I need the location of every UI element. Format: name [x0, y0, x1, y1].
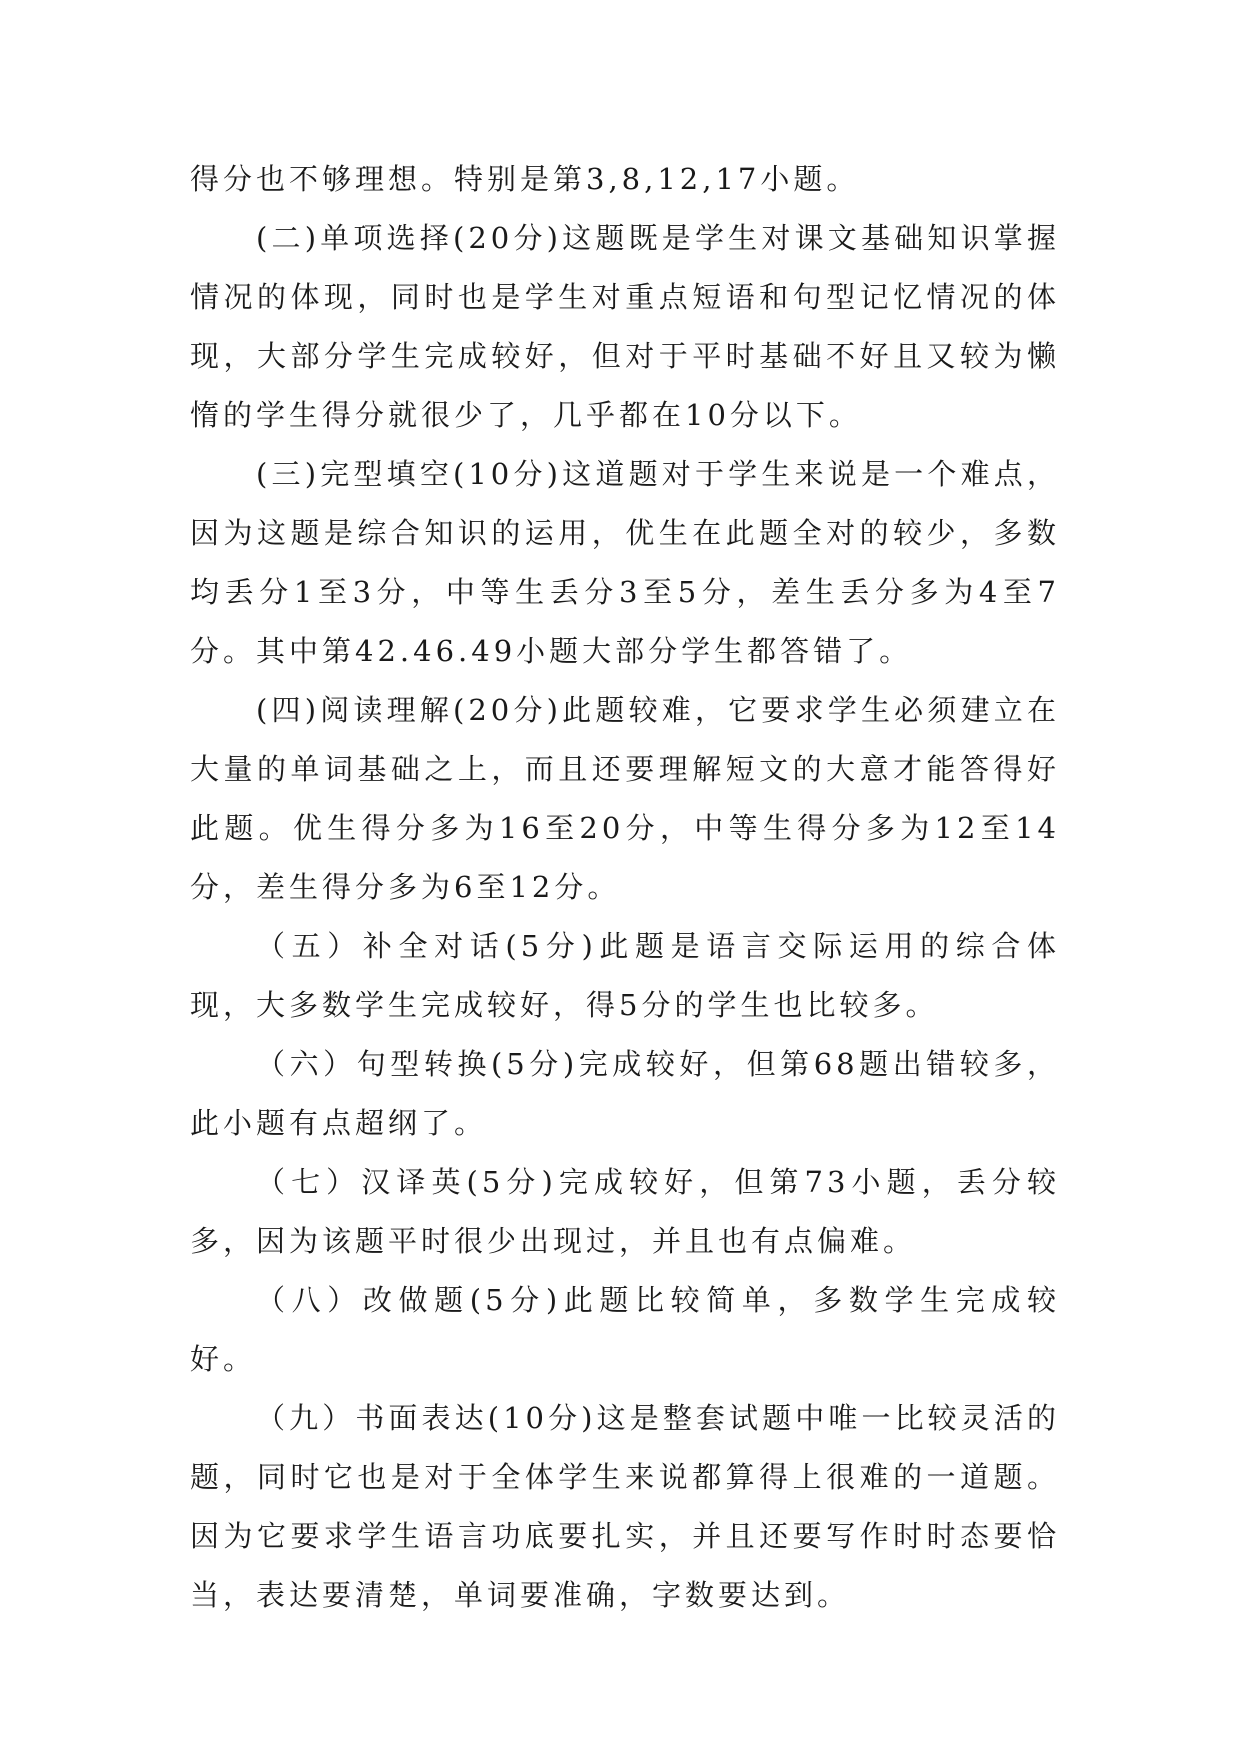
paragraph-section-4: (四)阅读理解(20分)此题较难，它要求学生必须建立在大量的单词基础之上，而且还要理解短文的大意才能答得好此题。优生得分多为16至20分，中等生得分多为12至14分，差生得分多为6至12分。 — [190, 693, 1060, 904]
document-body — [190, 150, 1060, 1625]
paragraph-section-2: (二)单项选择(20分)这题既是学生对课文基础知识掌握情况的体现，同时也是学生对重点短语和句型记忆情况的体现，大部分学生完成较好，但对于平时基础不好且又较为懒惰的学生得分就很少了，几乎都在10分以下。 — [190, 221, 1060, 432]
paragraph-section-9: （九）书面表达(10分)这是整套试题中唯一比较灵活的题，同时它也是对于全体学生来说都算得上很难的一道题。因为它要求学生语言功底要扎实，并且还要写作时时态要恰当，表达要清楚，单词要准确，字数要达到。 — [190, 1401, 1060, 1612]
paragraph-section-8: （八）改做题(5分)此题比较简单，多数学生完成较好。 — [190, 1283, 1060, 1376]
paragraph-section-6: （六）句型转换(5分)完成较好，但第68题出错较多，此小题有点超纲了。 — [190, 1047, 1060, 1140]
paragraph-section-5: （五）补全对话(5分)此题是语言交际运用的综合体现，大多数学生完成较好，得5分的学生也比较多。 — [190, 929, 1060, 1022]
paragraph-continuation: 得分也不够理想。特别是第3,8,12,17小题。 — [190, 162, 860, 196]
paragraph-section-7: （七）汉译英(5分)完成较好，但第73小题，丢分较多，因为该题平时很少出现过，并且也有点偏难。 — [190, 1165, 1060, 1258]
paragraph-section-3: (三)完型填空(10分)这道题对于学生来说是一个难点，因为这题是综合知识的运用，优生在此题全对的较少，多数均丢分1至3分，中等生丢分3至5分，差生丢分多为4至7分。其中第42.46.49小题大部分学生都答错了。 — [190, 457, 1060, 668]
